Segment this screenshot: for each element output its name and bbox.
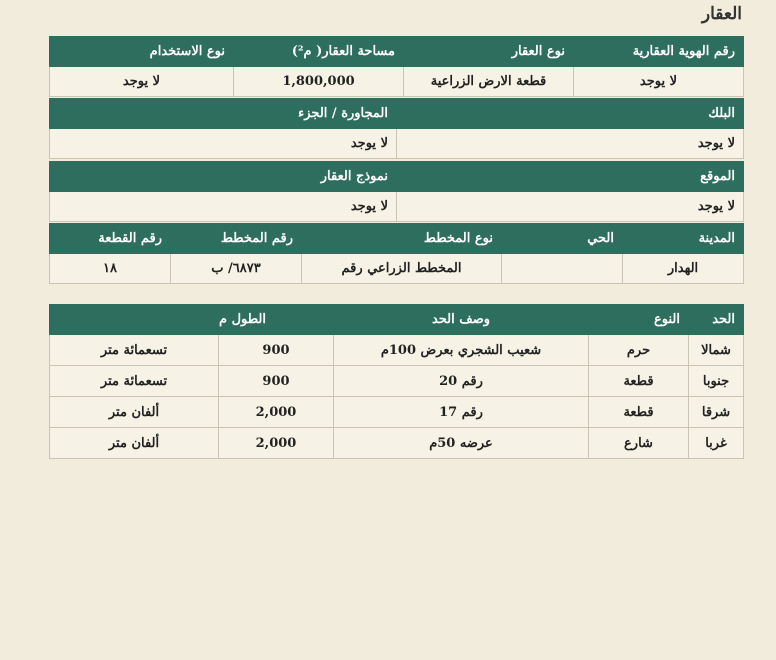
city-value: الهدار [623, 254, 744, 284]
header-cell: نوع الاستخدام [50, 37, 234, 67]
header-cell: نوع العقار [404, 37, 574, 67]
boundary-description: رقم 17 [334, 397, 589, 428]
header-cell: النوع [589, 305, 689, 335]
boundary-length-words: ألفان متر [50, 428, 219, 459]
header-cell: مساحة العقار( م²) [234, 37, 404, 67]
table-row [50, 254, 744, 284]
header-cell: رقم الهوية العقارية [574, 37, 744, 67]
property-type-value: قطعة الارض الزراعية [404, 67, 574, 97]
page-title: العقار [701, 4, 742, 24]
table-row [50, 129, 744, 159]
table-header-row [50, 99, 744, 129]
usage-type-value: لا يوجد [50, 67, 234, 97]
property-table [49, 36, 744, 97]
table-row [50, 192, 744, 222]
table-row [50, 397, 744, 428]
property-id-value: لا يوجد [574, 67, 744, 97]
boundary-side: شمالا [689, 335, 744, 366]
location-table [49, 161, 744, 222]
property-model-value: لا يوجد [50, 192, 397, 222]
block-table [49, 98, 744, 159]
boundary-type: حرم [589, 335, 689, 366]
boundary-side: غربا [689, 428, 744, 459]
header-cell: الطول م [219, 305, 334, 335]
header-cell: نموذج العقار [50, 162, 397, 192]
neighborhood-part-value: لا يوجد [50, 129, 397, 159]
plan-type-value: المخطط الزراعي رقم [302, 254, 502, 284]
table-header-row [50, 305, 744, 335]
parcel-number-value: ١٨ [50, 254, 171, 284]
plan-number-value: ٦٨٧٣/ ب [171, 254, 302, 284]
header-cell: المجاورة / الجزء [50, 99, 397, 129]
boundary-length: 900 [219, 366, 334, 397]
boundary-type: قطعة [589, 366, 689, 397]
property-area-value: 1,800,000 [234, 67, 404, 97]
table-header-row [50, 162, 744, 192]
header-cell: نوع المخطط [302, 224, 502, 254]
boundary-length-words: ألفان متر [50, 397, 219, 428]
block-value: لا يوجد [397, 129, 744, 159]
table-row [50, 366, 744, 397]
header-cell: الحي [502, 224, 623, 254]
header-cell [50, 305, 219, 335]
boundary-type: شارع [589, 428, 689, 459]
table-row [50, 335, 744, 366]
header-cell: المدينة [623, 224, 744, 254]
boundary-side: جنوبا [689, 366, 744, 397]
table-row [50, 67, 744, 97]
boundary-type: قطعة [589, 397, 689, 428]
header-cell: رقم القطعة [50, 224, 171, 254]
boundary-description: عرضه 50م [334, 428, 589, 459]
header-cell: الحد [689, 305, 744, 335]
header-cell: الموقع [397, 162, 744, 192]
table-row [50, 428, 744, 459]
boundary-length-words: تسعمائة متر [50, 366, 219, 397]
table-header-row [50, 224, 744, 254]
boundary-description: رقم 20 [334, 366, 589, 397]
header-cell: رقم المخطط [171, 224, 302, 254]
boundary-description: شعيب الشجري بعرض 100م [334, 335, 589, 366]
boundary-length: 2,000 [219, 428, 334, 459]
location-value: لا يوجد [397, 192, 744, 222]
boundaries-table [49, 304, 744, 459]
boundary-side: شرقا [689, 397, 744, 428]
header-cell: وصف الحد [334, 305, 589, 335]
plan-table [49, 223, 744, 284]
table-header-row [50, 37, 744, 67]
boundary-length: 900 [219, 335, 334, 366]
header-cell: البلك [397, 99, 744, 129]
boundary-length: 2,000 [219, 397, 334, 428]
boundary-length-words: تسعمائة متر [50, 335, 219, 366]
district-value [502, 254, 623, 284]
